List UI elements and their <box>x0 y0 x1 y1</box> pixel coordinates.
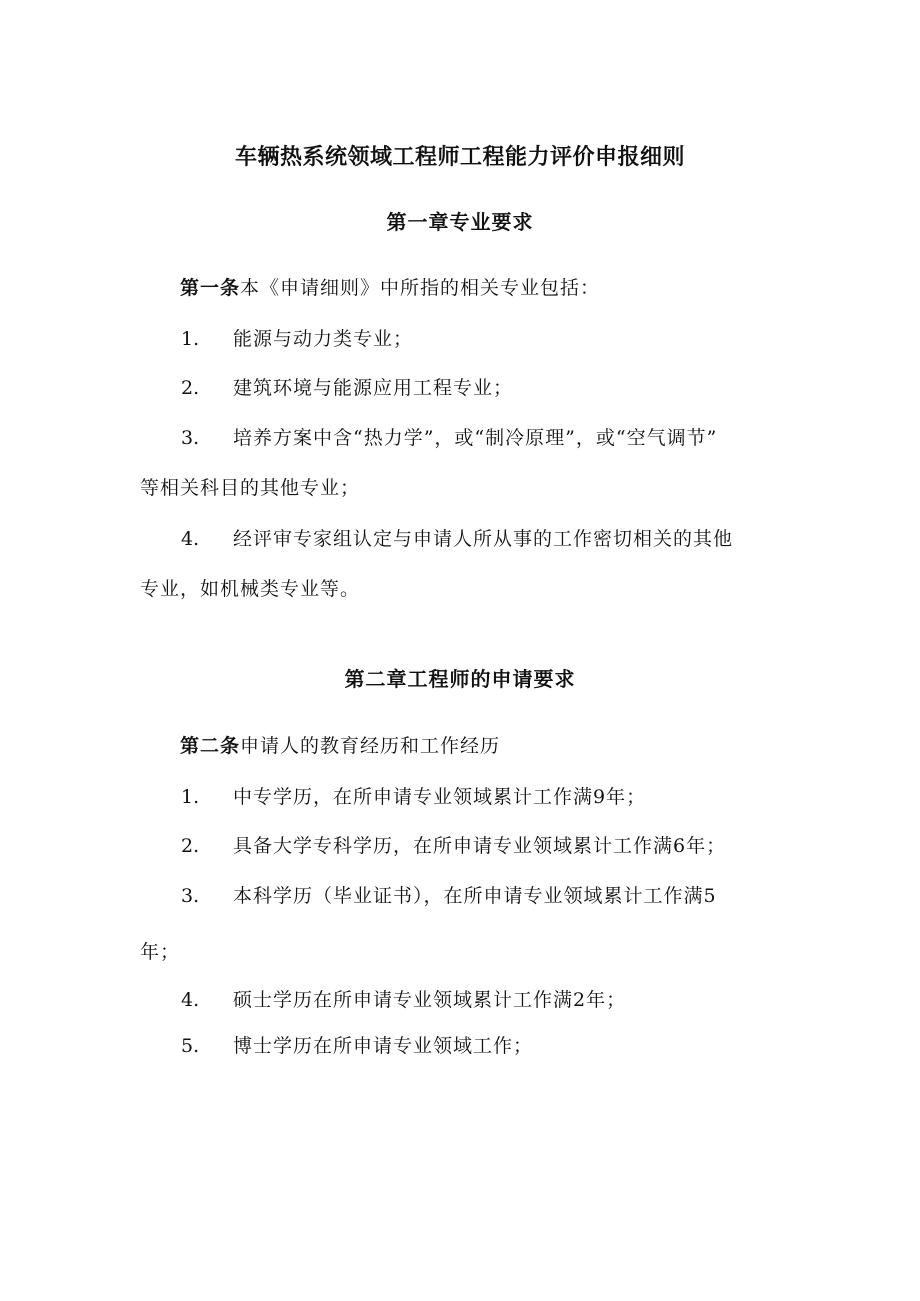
chapter1-item-4-text: 经评审专家组认定与申请人所从事的工作密切相关的其他 <box>233 528 734 550</box>
chapter1-article <box>180 276 600 300</box>
chapter1-item-4-continuation: 专业，如机械类专业等。 <box>140 578 361 600</box>
chapter1-item-1-number: 1. <box>181 328 200 350</box>
chapter2-item-2-text: 具备大学专科学历，在所申请专业领域累计工作满6年； <box>233 835 727 857</box>
chapter1-article-text: 本《申请细则》中所指的相关专业包括： <box>240 277 601 299</box>
chapter2-item-5-text: 博士学历在所申请专业领域工作； <box>233 1035 534 1057</box>
chapter2-item-1-number: 1. <box>181 786 200 808</box>
chapter2-item-1-text: 中专学历，在所申请专业领域累计工作满9年； <box>233 786 647 808</box>
chapter2-article-text: 申请人的教育经历和工作经历 <box>240 735 501 757</box>
chapter2-item-2-number: 2. <box>181 835 200 857</box>
chapter1-item-3-text: 培养方案中含“热力学”，或“制冷原理”，或“空气调节” <box>233 427 718 449</box>
chapter1-item-1-text: 能源与动力类专业； <box>233 328 414 350</box>
chapter2-heading: 第二章工程师的申请要求 <box>344 667 576 691</box>
chapter2-article <box>180 734 500 758</box>
chapter1-item-2-text: 建筑环境与能源应用工程专业； <box>233 377 514 399</box>
chapter2-item-5-number: 5. <box>181 1035 200 1057</box>
chapter1-item-3-continuation: 等相关科目的其他专业； <box>140 477 361 499</box>
chapter2-item-4-text: 硕士学历在所申请专业领域累计工作满2年； <box>233 989 627 1011</box>
chapter1-article-label: 第一条 <box>180 277 241 299</box>
chapter2-item-4-number: 4. <box>181 989 200 1011</box>
document-title: 车辆热系统领域工程师工程能力评价申报细则 <box>234 145 685 170</box>
chapter1-item-4-number: 4. <box>181 528 200 550</box>
chapter2-article-label: 第二条 <box>180 735 241 757</box>
chapter2-item-3-text: 本科学历（毕业证书），在所申请专业领域累计工作满5 <box>233 885 717 907</box>
chapter2-item-3-continuation: 年； <box>140 941 181 963</box>
chapter1-item-2-number: 2. <box>181 377 200 399</box>
chapter2-item-3-number: 3. <box>181 885 200 907</box>
chapter1-heading: 第一章专业要求 <box>386 210 534 234</box>
chapter1-item-3-number: 3. <box>181 427 200 449</box>
